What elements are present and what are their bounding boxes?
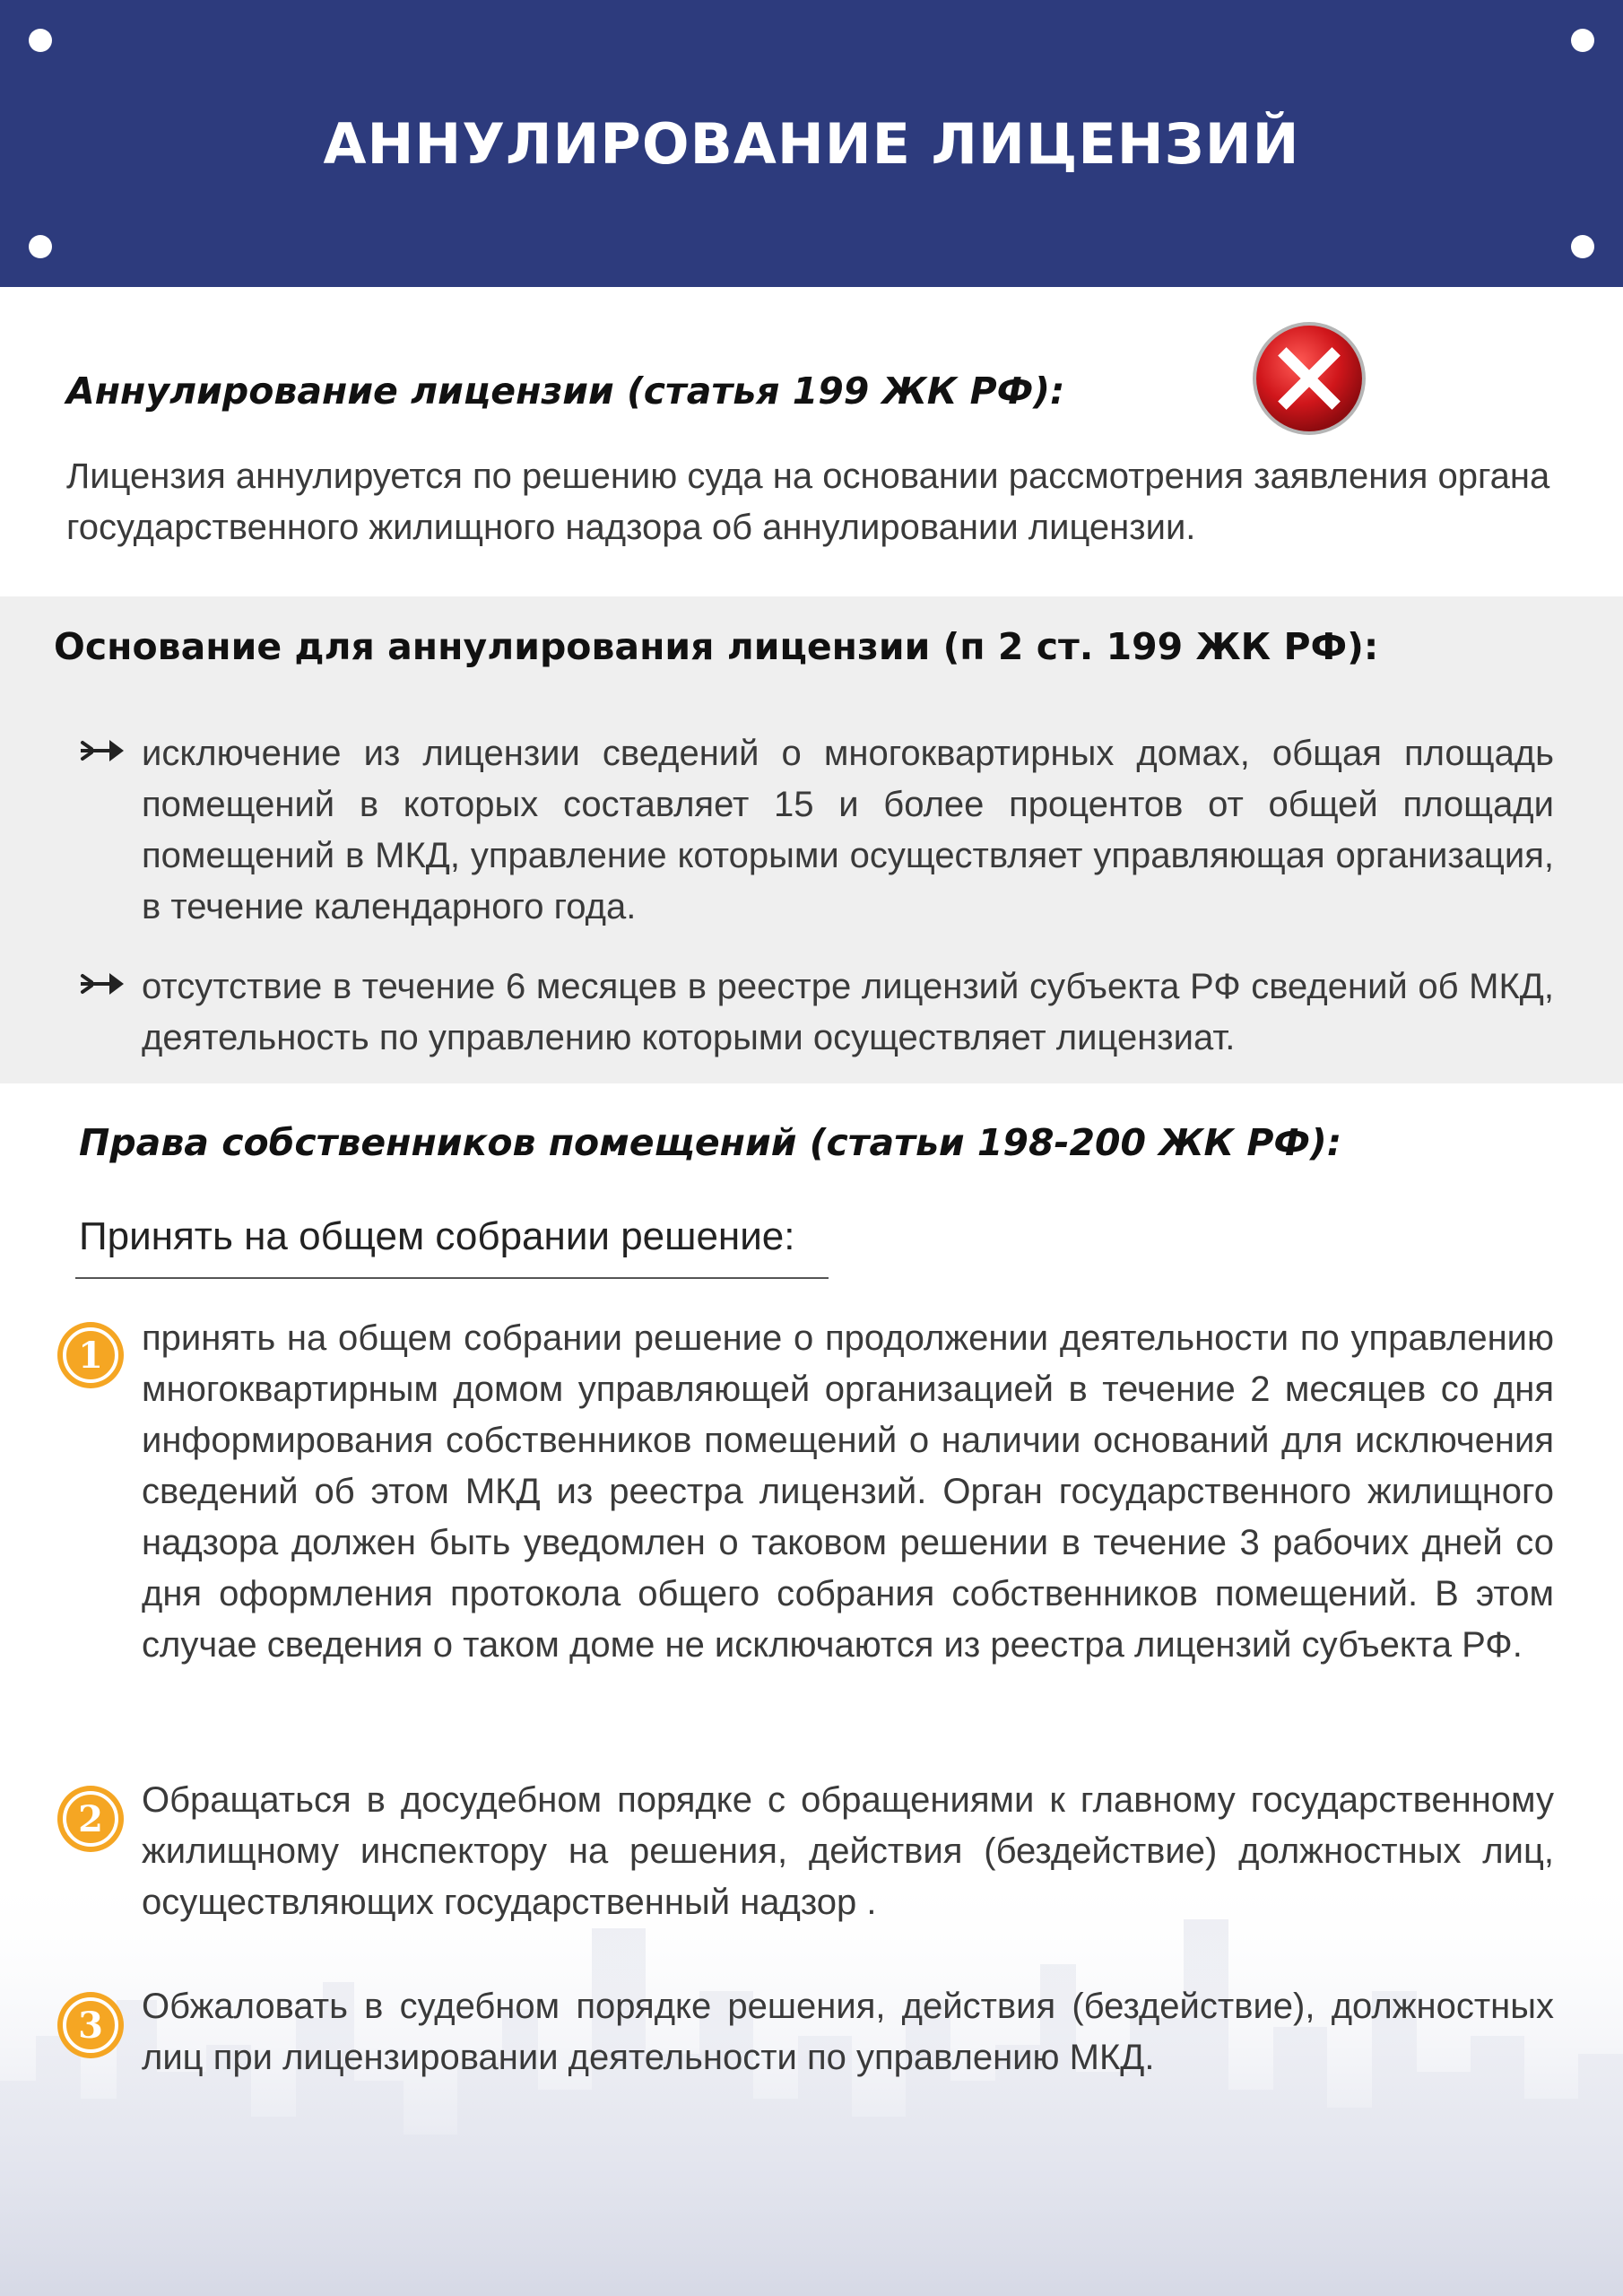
section-title-annulment: Аннулирование лицензии (статья 199 ЖК РФ): [66,370,1065,413]
cancel-x-icon [1249,318,1369,439]
arrow-bullet-icon [79,735,126,766]
number-1-badge-icon [56,1320,126,1390]
badge-number: 2 [78,1798,103,1840]
section-title-owner-rights: Права собственников помещений (статьи 198-200 ЖК РФ): [79,1121,1342,1164]
subtitle-underline [75,1277,829,1279]
list-item-right-2: Обращаться в досудебном порядке с обращениями к главному государственному жилищному инспектору на решения, действия (бездействие) должностных лиц, осуществляющих государственный надзор . [142,1780,1554,1922]
section-title-grounds: Основание для аннулирования лицензии (п 2 ст. 199 ЖК РФ): [54,625,1379,668]
list-item-ground-1: исключение из лицензии сведений о многоквартирных домах, общая площадь помещений в которых составляет 15 и более процентов от общей площади помещений в МКД, управление которыми осуществляет управляющая организация, в течение календарного года. [142,734,1554,926]
list-item-right-1: принять на общем собрании решение о продолжении деятельности по управлению многоквартирным домом управляющей организацией в течение 2 месяцев со дня информирования собственников помещений о наличии оснований для исключения сведений об этом МКД из реестра лицензий. Орган государственного жилищного надзора должен быть уведомлен о таковом решении в течение 3 рабочих дней со дня оформления протокола общего собрания собственников помещений. В этом случае сведения о таком доме не исключаются из реестра лицензий субъекта РФ. [142,1318,1554,1665]
number-3-badge-icon [56,1990,126,2060]
list-item-right-3: Обжаловать в судебном порядке решения, действия (бездействие), должностных лиц при лицензировании деятельности по управлению МКД. [142,1987,1554,2077]
number-2-badge-icon [56,1784,126,1854]
owner-rights-subtitle: Принять на общем собрании решение: [79,1214,795,1258]
page-title: АННУЛИРОВАНИЕ ЛИЦЕНЗИЙ [323,110,1300,177]
annulment-description: Лицензия аннулируется по решению суда на основании рассмотрения заявления органа государственного жилищного надзора об аннулировании лицензии. [66,457,1550,547]
badge-number: 1 [78,1335,103,1377]
header-banner [0,0,1623,287]
arrow-bullet-icon [79,969,126,999]
list-item-ground-2: отсутствие в течение 6 месяцев в реестре лицензий субъекта РФ сведений об МКД, деятельность по управлению которыми осуществляет лицензиат. [142,967,1554,1057]
badge-number: 3 [78,2005,103,2047]
